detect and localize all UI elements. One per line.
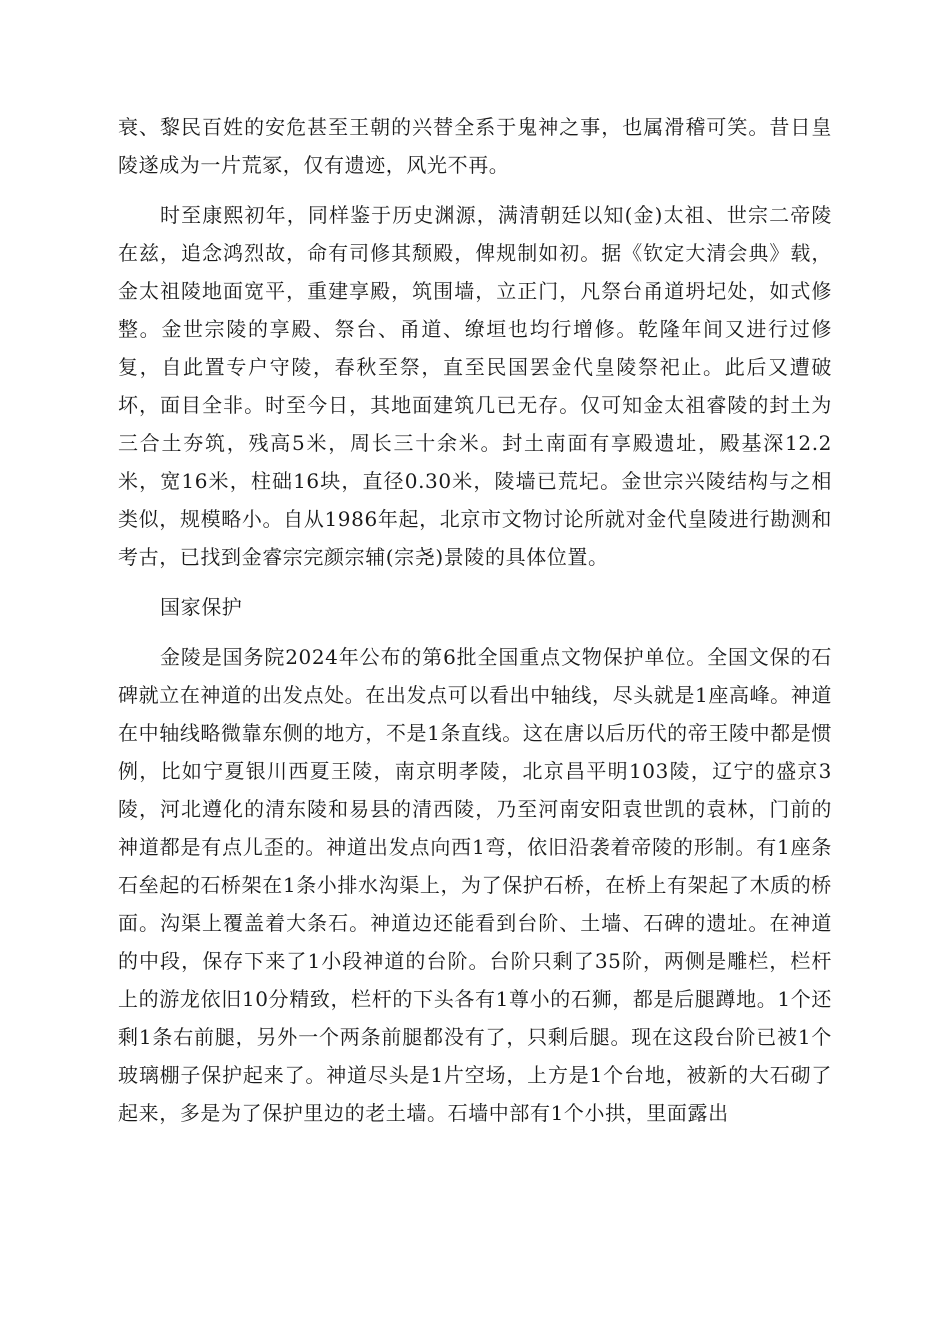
paragraph-kangxi-restoration: 时至康熙初年，同样鉴于历史渊源，满清朝廷以知(金)太祖、世宗二帝陵在兹，追念鸿烈故，命有司修其颓殿，俾规制如初。据《钦定大清会典》载，金太祖陵地面宽平，重建享殿，筑围墙，立正门，凡祭台甬道坍圮处，如式修整。金世宗陵的享殿、祭台、甬道、缭垣也均行增修。乾隆年间又进行过修复，自此置专户守陵，春秋至祭，直至民国罢金代皇陵祭祀止。此后又遭破坏，面目全非。时至今日，其地面建筑几已无存。仅可知金太祖睿陵的封土为三合土夯筑，残高5米，周长三十余米。封土南面有享殿遗址，殿基深12.2米，宽16米，柱础16块，直径0.30米，陵墙已荒圮。金世宗兴陵结构与之相类似，规模略小。自从1986年起，北京市文物讨论所就对金代皇陵进行勘测和考古，已找到金睿宗完颜宗辅(宗尧)景陵的具体位置。 xyxy=(118,203,832,569)
document-page xyxy=(118,108,832,1144)
paragraph-jinling-protection: 金陵是国务院2024年公布的第6批全国重点文物保护单位。全国文保的石碑就立在神道的出发点处。在出发点可以看出中轴线，尽头就是1座高峰。神道在中轴线略微靠东侧的地方，不是1条直线。这在唐以后历代的帝王陵中都是惯例，比如宁夏银川西夏王陵，南京明孝陵，北京昌平明103陵，辽宁的盛京3陵，河北遵化的清东陵和易县的清西陵，乃至河南安阳袁世凯的袁林，门前的神道都是有点儿歪的。神道出发点向西1弯，依旧沿袭着帝陵的形制。有1座条石垒起的石桥架在1条小排水沟渠上，为了保护石桥，在桥上有架起了木质的桥面。沟渠上覆盖着大条石。神道边还能看到台阶、土墙、石碑的遗址。在神道的中段，保存下来了1小段神道的台阶。台阶只剩了35阶，两侧是雕栏，栏杆上的游龙依旧10分精致，栏杆的下头各有1尊小的石狮，都是后腿蹲地。1个还剩1条右前腿，另外一个两条前腿都没有了，只剩后腿。现在这段台阶已被1个玻璃棚子保护起来了。神道尽头是1片空场，上方是1个台地，被新的大石砌了起来，多是为了保护里边的老土墙。石墙中部有1个小拱，里面露出 xyxy=(118,645,832,1125)
paragraph-continued: 衰、黎民百姓的安危甚至王朝的兴替全系于鬼神之事，也属滑稽可笑。昔日皇陵遂成为一片荒冢，仅有遗迹，风光不再。 xyxy=(118,115,832,177)
section-heading-national-protection: 国家保护 xyxy=(160,595,243,619)
